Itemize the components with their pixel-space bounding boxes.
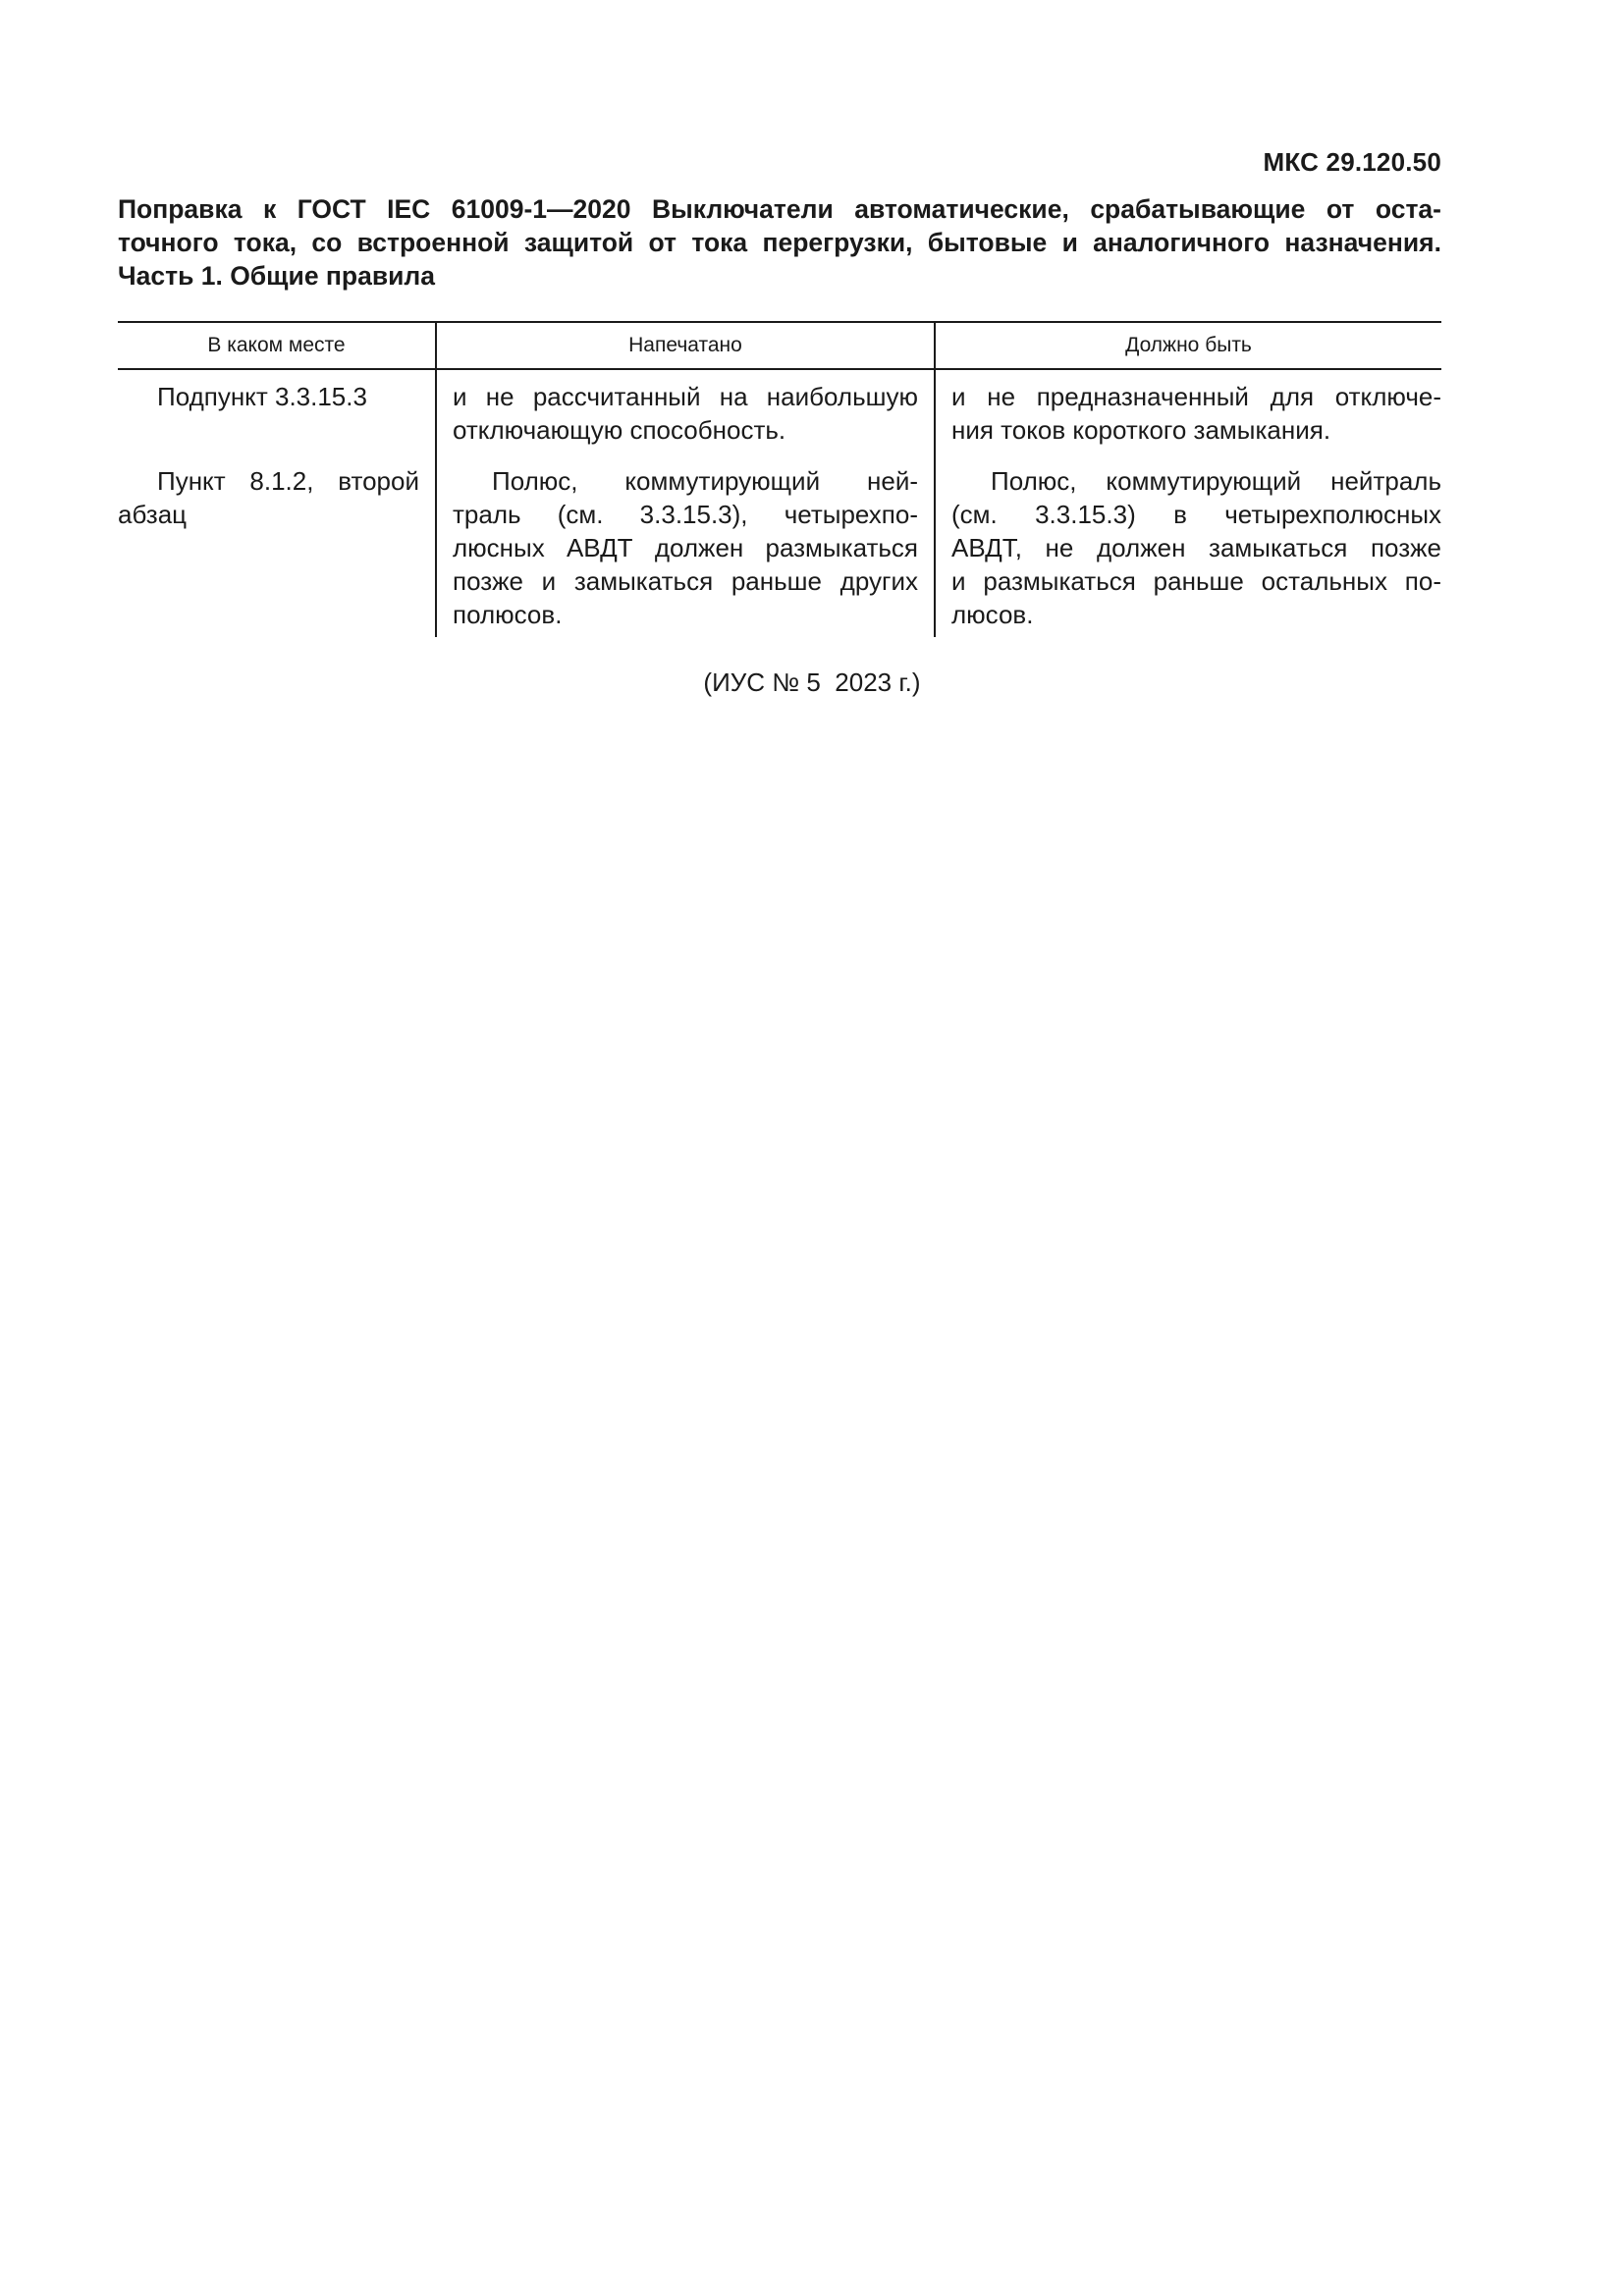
cell-text: (см. 3.3.15.3) в четырехполюсных xyxy=(951,500,1441,529)
cell-text: и размыкаться раньше остальных по- xyxy=(951,566,1441,596)
issue-reference xyxy=(0,667,1624,698)
cell-text: Полюс, коммутирующий нейтраль xyxy=(991,466,1441,496)
cell-text: полюсов. xyxy=(453,600,563,629)
column-header-printed: Напечатано xyxy=(436,322,935,369)
cell-text: траль (см. 3.3.15.3), четырехпо- xyxy=(453,500,918,529)
cell-text: АВДТ, не должен замыкаться позже xyxy=(951,533,1441,562)
cell-printed xyxy=(436,369,935,464)
cell-text: Пункт 8.1.2, второй xyxy=(157,466,419,496)
column-header-location: В каком месте xyxy=(118,322,436,369)
cell-location xyxy=(118,369,436,464)
classification-code: МКС 29.120.50 xyxy=(1263,147,1441,177)
cell-text: люсных АВДТ должен размыкаться xyxy=(453,533,918,562)
cell-correct xyxy=(935,369,1441,464)
issue-text: (ИУС № 5 2023 г.) xyxy=(703,667,921,697)
cell-text: ния токов короткого замыкания. xyxy=(951,415,1331,445)
cell-text: и не рассчитанный на наибольшую xyxy=(453,382,918,411)
cell-text: позже и замыкаться раньше других xyxy=(453,566,918,596)
table-row xyxy=(118,369,1441,464)
corrections-table xyxy=(118,321,1441,637)
cell-text: отключающую способность. xyxy=(453,415,786,445)
cell-text: люсов. xyxy=(951,600,1034,629)
table-header-row xyxy=(118,322,1441,369)
cell-text: Подпункт 3.3.15.3 xyxy=(157,382,367,411)
cell-text: абзац xyxy=(118,500,188,529)
amendment-title xyxy=(118,192,1441,293)
cell-text: и не предназначенный для отключе- xyxy=(951,382,1441,411)
title-line: Поправка к ГОСТ IEC 61009-1—2020 Выключатели автоматические, срабатывающие от оста- xyxy=(118,194,1441,224)
cell-printed xyxy=(436,464,935,637)
cell-text: Полюс, коммутирующий ней- xyxy=(492,466,918,496)
table-row xyxy=(118,464,1441,637)
cell-correct xyxy=(935,464,1441,637)
title-line: точного тока, со встроенной защитой от тока перегрузки, бытовые и аналогичного назначения. xyxy=(118,228,1441,257)
cell-location xyxy=(118,464,436,637)
title-line: Часть 1. Общие правила xyxy=(118,261,436,291)
column-header-correct: Должно быть xyxy=(935,322,1441,369)
